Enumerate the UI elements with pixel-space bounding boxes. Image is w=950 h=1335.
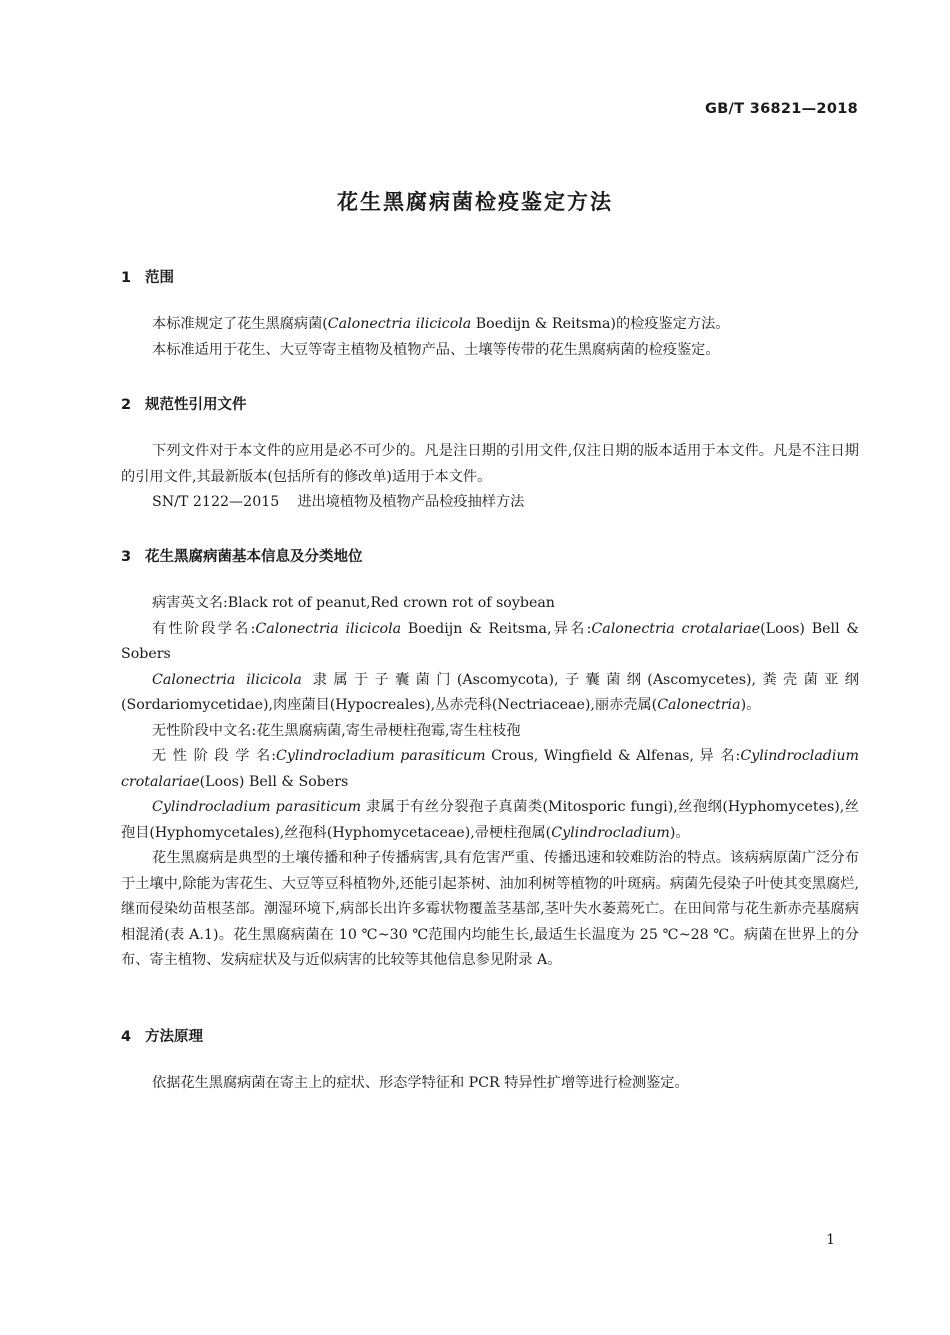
paragraph: 依据花生黑腐病菌在寄主上的症状、形态学特征和 PCR 特异性扩增等进行检测鉴定。 [152,1075,689,1091]
section-title: 花生黑腐病菌基本信息及分类地位 [145,549,363,565]
species-name: Calonectria ilicicola [327,316,472,332]
teleomorph-taxonomy: Calonectria ilicicola 隶属于子囊菌门(Ascomycota),子囊菌纲(Ascomycetes),粪壳菌亚纲(Sordariomycetidae),肉座菌目(Hypocreales),丛赤壳科(Nectriaceae),丽赤壳属(Calonectria)。 [121,671,859,713]
paragraph: 下列文件对于本文件的应用是必不可少的。凡是注日期的引用文件,仅注日期的版本适用于本文件。凡是不注日期的引用文件,其最新版本(包括所有的修改单)适用于本文件。 [121,443,859,485]
section-number: 3 [121,549,132,565]
disease-english-name: 病害英文名:Black rot of peanut,Red crown rot of soybean [152,595,555,611]
section-2-body [121,439,859,516]
section-4-heading [121,1025,203,1046]
reference-code: SN/T 2122—2015 [152,494,280,510]
paragraph: 本标准规定了花生黑腐病菌(Calonectria ilicicola Boedijn & Reitsma)的检疫鉴定方法。 [152,316,730,332]
section-title: 范围 [145,270,174,286]
section-number: 4 [121,1029,132,1045]
section-title: 方法原理 [145,1029,203,1045]
section-3-heading [121,545,363,566]
section-1-heading [121,266,174,287]
standard-code: GB/T 36821—2018 [705,101,858,117]
normative-reference [121,490,859,516]
reference-title: 进出境植物及植物产品检疫抽样方法 [297,494,525,510]
section-2-heading [121,393,247,414]
paragraph: 本标准适用于花生、大豆等寄主植物及植物产品、土壤等传带的花生黑腐病菌的检疫鉴定。 [152,341,720,358]
section-3-body [121,591,859,974]
anamorph-taxonomy: Cylindrocladium parasiticum 隶属于有丝分裂孢子真菌类(Mitosporic fungi),丝孢纲(Hyphomycetes),丝孢目(Hyphomycetales),丝孢科(Hyphomycetaceae),帚梗柱孢属(Cylindrocladium)。 [121,799,859,841]
document-title: 花生黑腐病菌检疫鉴定方法 [337,190,613,214]
anamorph-chinese-name: 无性阶段中文名:花生黑腐病菌,寄生帚梗柱孢霉,寄生柱枝孢 [152,722,521,739]
section-number: 1 [121,270,132,286]
section-1-body [121,312,859,363]
section-4-body [121,1071,859,1097]
section-title: 规范性引用文件 [145,397,247,413]
section-number: 2 [121,397,132,413]
page-number: 1 [826,1232,835,1248]
anamorph-name: 无 性 阶 段 学 名:Cylindrocladium parasiticum Crous, Wingfield & Alfenas, 异 名:Cylindrocladium crotalariae(Loos) Bell & Sobers [121,748,859,790]
teleomorph-name: 有性阶段学名:Calonectria ilicicola Boedijn & Reitsma,异名:Calonectria crotalariae(Loos) Bell & Sobers [121,620,859,662]
disease-description: 花生黑腐病是典型的土壤传播和种子传播病害,具有危害严重、传播迅速和较难防治的特点。该病病原菌广泛分布于土壤中,除能为害花生、大豆等豆科植物外,还能引起茶树、油加利树等植物的叶斑病。病菌先侵染子叶使其变黑腐烂,继而侵染幼苗根茎部。潮湿环境下,病部长出许多霉状物覆盖茎基部,茎叶失水萎蔫死亡。在田间常与花生新赤壳基腐病相混淆(表 A.1)。花生黑腐病菌在 10 ℃~30 ℃范围内均能生长,最适生长温度为 25 ℃~28 ℃。病菌在世界上的分布、寄主植物、发病症状及与近似病害的比较等其他信息参见附录 A。 [121,850,859,968]
